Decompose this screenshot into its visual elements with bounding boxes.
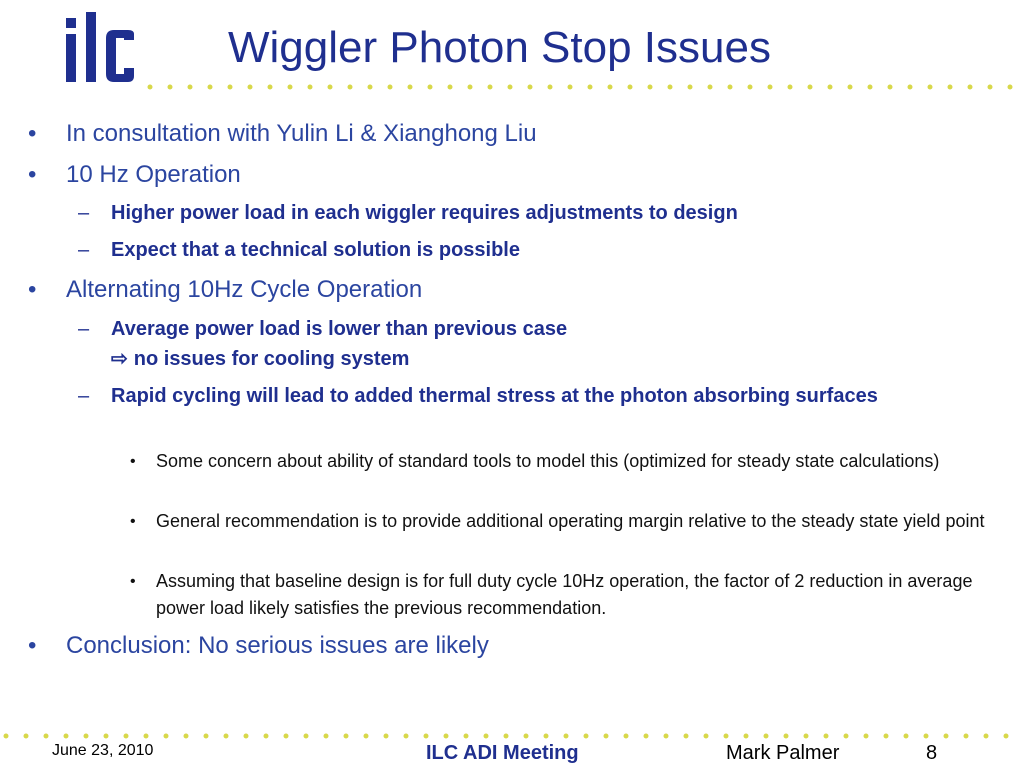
bottom-dotted-divider [0,731,1024,741]
divider-dot [1004,734,1009,739]
divider-dot [344,734,349,739]
divider-dot [884,734,889,739]
divider-dot [544,734,549,739]
divider-dot [984,734,989,739]
bullet-text: In consultation with Yulin Li & Xianghong Liu [66,120,537,147]
sub-sub-bullet-text: General recommendation is to provide additional operating margin relative to the steady state yield point [156,511,985,531]
right-arrow-icon: ⇨ [111,348,128,370]
divider-dot [464,734,469,739]
divider-dot [444,734,449,739]
divider-dot [4,734,9,739]
divider-dot [364,734,369,739]
sub-bullet-text: Expect that a technical solution is possible [111,239,520,261]
divider-dot [704,734,709,739]
divider-dot [384,734,389,739]
divider-dot [224,734,229,739]
divider-dot [524,734,529,739]
sub-bullet-continuation: no issues for cooling system [133,348,410,370]
dash-marker: – [78,318,90,340]
bullet-marker: • [28,120,37,147]
sub-bullet-text: Higher power load in each wiggler requires adjustments to design [111,202,738,224]
divider-dot [924,734,929,739]
divider-dot [724,734,729,739]
divider-dot [664,734,669,739]
divider-dot [324,734,329,739]
divider-dot [784,734,789,739]
dash-marker: – [78,239,90,261]
sub-sub-bullet-text: Some concern about ability of standard tools to model this (optimized for steady state calculations) [156,451,940,471]
divider-dot [304,734,309,739]
small-bullet-marker: • [130,453,136,470]
divider-dot [804,734,809,739]
slide-title: Wiggler Photon Stop Issues [228,23,771,72]
divider-dot [204,734,209,739]
divider-dot [864,734,869,739]
bullet-text: Conclusion: No serious issues are likely [66,632,489,659]
dash-marker: – [78,385,90,407]
bullet-marker: • [28,632,37,659]
dash-marker: – [78,202,90,224]
small-bullet-marker: • [130,573,136,590]
divider-dot [64,734,69,739]
divider-dot [844,734,849,739]
divider-dot [244,734,249,739]
divider-dot [584,734,589,739]
divider-dot [684,734,689,739]
bullet-text: 10 Hz Operation [66,161,241,188]
footer-date: June 23, 2010 [52,742,154,759]
bullet-text: Alternating 10Hz Cycle Operation [66,276,423,303]
sub-bullet-text: Average power load is lower than previous case [111,318,568,340]
footer-meeting-name: ILC ADI Meeting [426,742,579,764]
divider-dot [644,734,649,739]
divider-dot [764,734,769,739]
divider-dot [24,734,29,739]
divider-dot [124,734,129,739]
bullet-marker: • [28,276,37,303]
divider-dot [564,734,569,739]
sub-sub-bullet-text: Assuming that baseline design is for full duty cycle 10Hz operation, the factor of 2 reduction in average power load likely satisfies the previous recommendation. [156,571,973,618]
page-number: 8 [926,742,938,764]
divider-dot [504,734,509,739]
divider-dot [944,734,949,739]
divider-dot [44,734,49,739]
divider-dot [144,734,149,739]
divider-dot [904,734,909,739]
divider-dot [424,734,429,739]
divider-dot [624,734,629,739]
bullet-marker: • [28,161,37,188]
sub-bullet-text-group [111,314,991,374]
divider-dot [964,734,969,739]
footer-author: Mark Palmer [726,742,840,764]
small-bullet-marker: • [130,513,136,530]
divider-dot [184,734,189,739]
divider-dot [604,734,609,739]
divider-dot [164,734,169,739]
divider-dot [264,734,269,739]
divider-dot [84,734,89,739]
divider-dot [744,734,749,739]
divider-dot [284,734,289,739]
divider-dot [484,734,489,739]
divider-dot [404,734,409,739]
divider-dot [824,734,829,739]
sub-bullet-text: Rapid cycling will lead to added thermal stress at the photon absorbing surfaces [111,385,878,407]
divider-dot [104,734,109,739]
